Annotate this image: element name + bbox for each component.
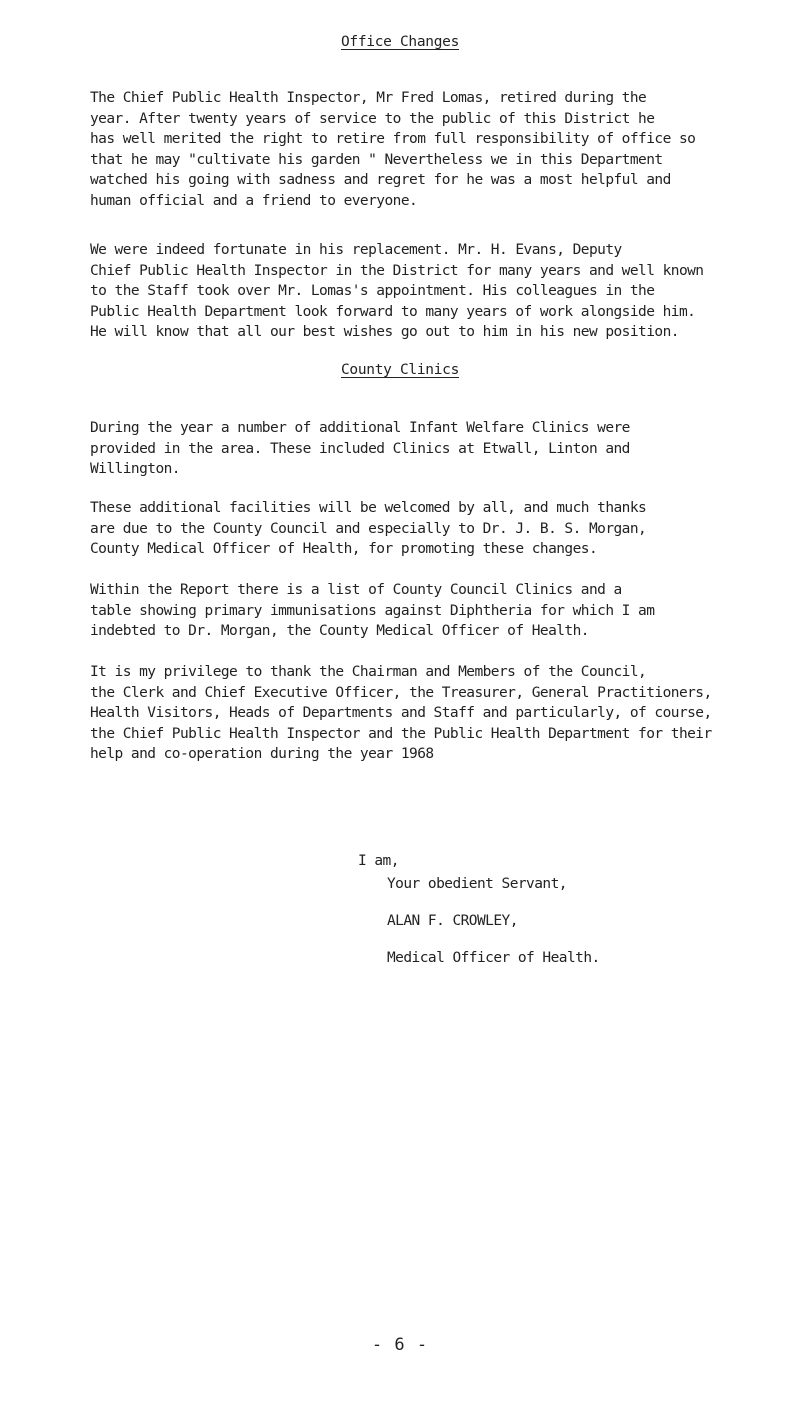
signature-servant: Your obedient Servant,	[387, 876, 567, 892]
signature-title: Medical Officer of Health.	[387, 950, 600, 966]
signature-name: ALAN F. CROWLEY,	[387, 913, 518, 929]
heading-county-clinics: County Clinics	[340, 362, 460, 378]
paragraph-additional-clinics: During the year a number of additional Infant Welfare Clinics were provided in the area. These included Clinics at Etwall, Linton and Willington.	[90, 420, 630, 477]
signature-i-am: I am,	[358, 853, 399, 869]
paragraph-replacement: We were indeed fortunate in his replacement. Mr. H. Evans, Deputy Chief Public Health Inspector in the District for many years and well known to the Staff took over Mr. Lomas's appointment. His colleagues in the Public Health Department look forward to many years of work alongside him. He will know that all our best wishes go out to him in his new position.	[90, 242, 704, 340]
paragraph-report-list: Within the Report there is a list of County Council Clinics and a table showing primary immunisations against Diphtheria for which I am indebted to Dr. Morgan, the County Medical Officer of Health.	[90, 582, 655, 639]
heading-office-changes: Office Changes	[340, 34, 460, 50]
paragraph-thanks-county: These additional facilities will be welcomed by all, and much thanks are due to the County Council and especially to Dr. J. B. S. Morgan, County Medical Officer of Health, for promoting these changes.	[90, 500, 647, 557]
paragraph-acknowledgements: It is my privilege to thank the Chairman and Members of the Council, the Clerk and Chief Executive Officer, the Treasurer, General Practitioners, Health Visitors, Heads of Departments and Staff and particularly, of course, the Chief Public Health Inspector and the Public Health Department for their help and co-operation during the year 1968	[90, 664, 712, 762]
page-number: - 6 -	[371, 1335, 429, 1355]
paragraph-retirement: The Chief Public Health Inspector, Mr Fred Lomas, retired during the year. After twenty years of service to the public of this District he has well merited the right to retire from full responsibility of office so that he may "cultivate his garden " Nevertheless we in this Department watched his going with sadness and regret for he was a most helpful and human official and a friend to everyone.	[90, 90, 696, 209]
